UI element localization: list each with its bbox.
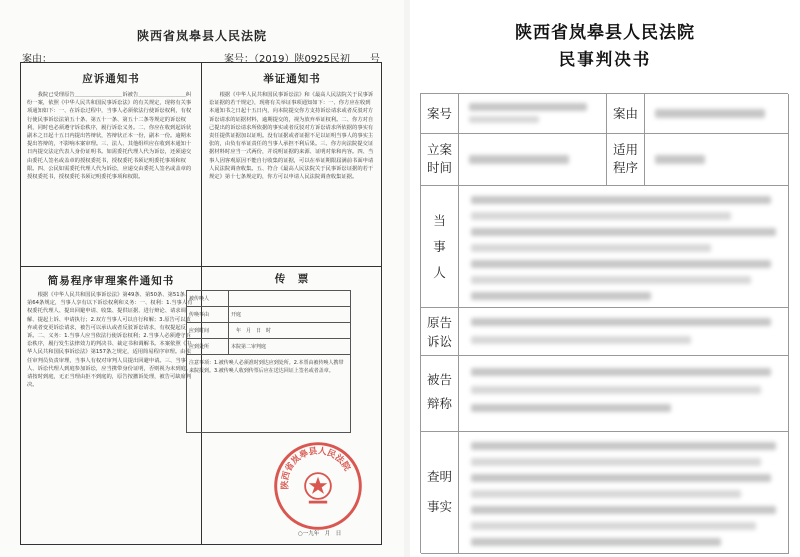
response-notice-text: 我院已受理原告＿＿＿＿＿＿＿＿＿诉被告＿＿＿＿＿＿＿＿＿纠纷一案，依照《中华人民共和国民事诉讼法》的有关规定，现将有关事项通知如下：一、在诉讼过程中，当事人必须依法行使诉讼权利，有权行使民事诉讼法第五十条、第五十一条、第五十二条等规定的诉讼权利，同时也必须遵守诉讼秩序，履行诉讼义务。二、你应在收到起诉状副本之日起十五日内提出答辩状，答辩状正本一份，副本一份。逾期未提出答辩的，不影响本案审理。三、法人、其他组织应在收到本通知十日内提交法定代表人身份证明书。如需委托代理人代为诉讼，还须递交由委托人签名或盖章的授权委托书，授权委托书须记明委托事项和权限。四、公民如需委托代理人代为诉讼，应递交由委托人签名或盖章的授权委托书，授权委托书须记明委托事项和权限。 (27, 92, 192, 181)
summary-procedure-title: 简易程序审理案件通知书 (47, 275, 175, 287)
summons-title: 传 票 (274, 273, 310, 285)
summons-table (186, 290, 351, 433)
facts-value (459, 432, 789, 554)
middle-divider (21, 266, 381, 267)
case-cause-label-right: 案由 (607, 94, 645, 134)
facts-label (421, 432, 459, 554)
case-number-label: 案号 (421, 94, 459, 134)
plaintiff-claim-value (459, 308, 789, 356)
summons-notes: 注意事项：1.被传唤人必须准时到达应到处所。2.本票由被传唤人携带来院报到。3.被传唤人收到传票后应在送达回证上签名或者盖章。 (187, 355, 351, 433)
summons-field-value (229, 291, 351, 307)
summons-field-label: 应到处所 (187, 339, 229, 355)
summons-field-value: 开庭 (229, 307, 351, 323)
case-cause-label: 案由： (22, 54, 52, 65)
case-cause-value (645, 94, 789, 134)
parties-value (459, 186, 789, 308)
court-seal-icon (272, 440, 364, 532)
procedure-label-text: 适用程序 (612, 142, 638, 175)
filing-time-label-text: 立案时间 (426, 142, 452, 175)
evidence-notice-text: 根据《中华人民共和国民事诉讼法》和《最高人民法院关于民事诉讼证据的若干规定》，现将有关举证事项通知如下：一、你方应在收到本通知书之日起十五日内，向本院提交你方支持诉讼请求或者反驳对方诉讼请求的证据材料，逾期提交的，视为放弃举证权利。二、你方对自己提出的诉讼请求所依据的事实或者反驳对方诉讼请求所依据的事实有责任提供证据加以证明。没有证据或者证据不足以证明当事人的事实主张的，由负有举证责任的当事人承担不利后果。三、你方向法院提交证据材料时应当一式两份，并说明证据的来源、证明对象和内容。四、当事人因客观原因不能自行收集的证据，可以在举证期限届满前书面申请人民法院调查收集。五、符合《最高人民法院关于民事诉讼证据的若干规定》第十七条规定的，你方可以申请人民法院调查收集证据。 (209, 92, 374, 181)
summons-row (187, 291, 351, 307)
plaintiff-claim-label (421, 308, 459, 356)
response-notice-title: 应诉通知书 (82, 73, 140, 85)
summary-procedure-text: 根据《中华人民共和国民事诉讼法》第49条、第50条、第51条、第64条规定，当事人享有以下诉讼权利和义务：一、权利：1.当事人有权委托代理人、提出回避申请、收集、提供证据、进行辩论、请求调解、提起上诉、申请执行；2.双方当事人可以自行和解；3.原告可以放弃或者变更诉讼请求，被告可以承认或者反驳诉讼请求，有权提起反诉。二、义务：1.当事人应当依法行使诉讼权利；2.当事人必须遵守诉讼秩序，履行发生法律效力的判决书、裁定书和调解书。本案依照《中华人民共和国民事诉讼法》第157条之规定，适用简易程序审理。由独任审判员负责审理，当事人有权对审判人员提出回避申请。三、当事人、诉讼代理人到庭参加诉讼，应当携带身份证明，否则视为未到庭。请按时到庭，无正当理由拒不到庭的，原告按撤诉处理，被告可缺席判决。 (27, 292, 193, 389)
summons-field-label: 传唤事由 (187, 307, 229, 323)
filing-time-value (459, 134, 607, 186)
summons-field-value: 年 月 日 时 (229, 323, 351, 339)
summons-field-label: 应到时间 (187, 323, 229, 339)
case-number: 案号：（2019）陕0925民初 号 (224, 54, 380, 65)
summons-row (187, 307, 351, 323)
judgment-table (420, 93, 788, 553)
seal-date: ○一九年 月 日 (298, 531, 342, 537)
summons-notes-row (187, 355, 351, 433)
facts-label-text: 查明事实 (426, 469, 452, 514)
parties-label-text: 当事人 (433, 213, 446, 280)
plaintiff-claim-label-text: 原告诉讼 (426, 315, 452, 349)
summons-row (187, 339, 351, 355)
left-court-title: 陕西省岚皋县人民法院 (136, 29, 267, 43)
parties-label (421, 186, 459, 308)
case-number-value (459, 94, 607, 134)
filing-time-label (421, 134, 459, 186)
summons-row (187, 323, 351, 339)
summons-field-label: 被传唤人 (187, 291, 229, 307)
judgment-document-page (410, 0, 800, 557)
defendant-argument-label (421, 356, 459, 432)
judgment-title: 民事判决书 (558, 50, 652, 69)
defendant-argument-label-text: 被告辩称 (426, 372, 452, 411)
defendant-argument-value (459, 356, 789, 432)
seal-text: 陕西省岚皋县人民法院 (280, 446, 352, 490)
summons-field-value: 本院第二审判庭 (229, 339, 351, 355)
evidence-notice-title: 举证通知书 (263, 73, 321, 85)
procedure-label (607, 134, 645, 186)
right-court-name: 陕西省岚皋县人民法院 (515, 23, 695, 43)
procedure-value (645, 134, 789, 186)
